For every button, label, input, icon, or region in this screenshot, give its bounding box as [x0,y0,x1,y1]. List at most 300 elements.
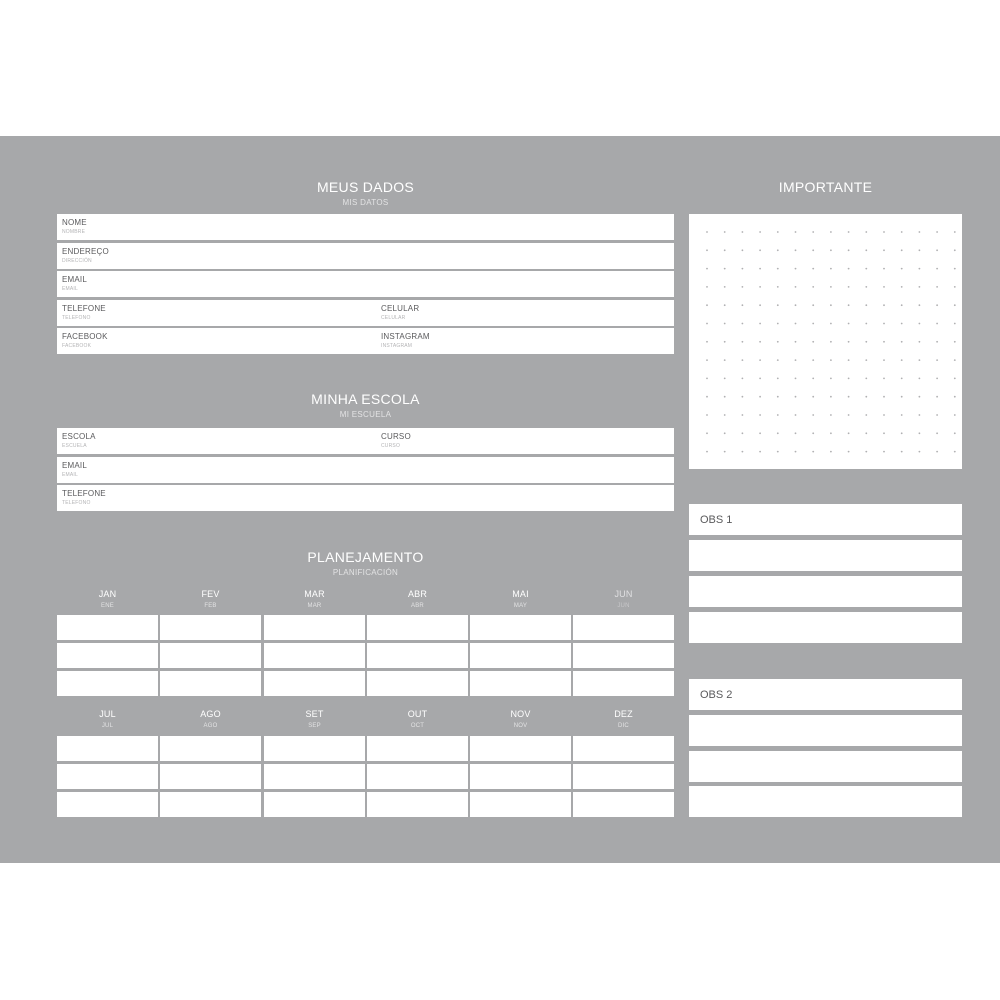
grid-dot [954,249,956,251]
grid-dot [812,323,814,325]
grid-dot [812,432,814,434]
grid-dot [724,268,726,270]
celular-label: CELULAR [381,304,420,313]
month-sublabel: JUN [617,603,630,609]
grid-dot [812,414,814,416]
grid-dot [883,249,885,251]
escola-email-field[interactable] [57,457,674,483]
grid-dot [954,378,956,380]
telefone-label: TELEFONE [62,304,106,313]
escola-sublabel: ESCUELA [62,443,87,449]
grid-dot [812,396,814,398]
grid-dot [901,396,903,398]
grid-dot [865,451,867,453]
facebook-label: FACEBOOK [62,332,108,341]
grid-dot [883,451,885,453]
grid-dot [919,414,921,416]
month-cell[interactable] [367,615,468,640]
grid-dot [901,286,903,288]
grid-dot [848,341,850,343]
month-cell[interactable] [573,764,674,789]
grid-dot [901,323,903,325]
grid-dot [883,304,885,306]
nome-label: NOME [62,218,87,227]
grid-dot [742,359,744,361]
grid-dot [724,396,726,398]
grid-dot [954,268,956,270]
month-label: DEZ [614,709,633,719]
month-label: MAI [512,589,529,599]
grid-dot [954,432,956,434]
grid-dot [812,341,814,343]
grid-dot [954,286,956,288]
grid-dot [777,268,779,270]
grid-dot [742,304,744,306]
email-field[interactable] [57,271,674,297]
grid-dot [936,359,938,361]
grid-dot [830,323,832,325]
grid-dot [883,432,885,434]
grid-dot [901,304,903,306]
grid-dot [848,323,850,325]
month-sublabel: JUL [101,723,114,729]
grid-dot [936,451,938,453]
grid-dot [919,249,921,251]
grid-dot [883,414,885,416]
meus-dados-subtitle: MIS DATOS [342,198,389,207]
month-cell[interactable] [264,736,365,761]
grid-dot [724,249,726,251]
grid-dot [706,378,708,380]
grid-dot [936,396,938,398]
escola-telefone-sublabel: TELEFONO [62,500,91,506]
grid-dot [777,396,779,398]
grid-dot [830,231,832,233]
grid-dot [742,341,744,343]
grid-dot [759,249,761,251]
grid-dot [706,323,708,325]
grid-dot [848,396,850,398]
month-sublabel: MAR [307,603,322,609]
grid-dot [848,268,850,270]
month-sublabel: AGO [203,723,218,729]
facebook-instagram-field[interactable] [57,328,674,354]
grid-dot [706,268,708,270]
grid-dot [901,249,903,251]
grid-dot [742,414,744,416]
telefone-celular-field[interactable] [57,300,674,326]
grid-dot [936,249,938,251]
month-label: ABR [407,589,428,599]
curso-sublabel: CURSO [381,443,401,449]
grid-dot [830,414,832,416]
month-cell[interactable] [57,736,158,761]
month-label: AGO [200,709,221,719]
month-sublabel: FEB [204,603,217,609]
grid-dot [865,396,867,398]
grid-dot [883,341,885,343]
grid-dot [830,396,832,398]
month-cell[interactable] [573,643,674,668]
grid-dot [812,286,814,288]
grid-dot [901,451,903,453]
grid-dot [954,304,956,306]
grid-dot [865,268,867,270]
month-cell[interactable] [367,736,468,761]
month-label: JAN [98,589,117,599]
grid-dot [777,231,779,233]
obs2-label: OBS 2 [700,689,733,701]
grid-dot [724,432,726,434]
grid-dot [865,286,867,288]
month-label: MAR [304,589,325,599]
month-cell[interactable] [573,671,674,696]
grid-dot [883,231,885,233]
nome-field[interactable] [57,214,674,240]
month-sublabel: DIC [618,723,629,729]
grid-dot [759,451,761,453]
grid-dot [759,414,761,416]
grid-dot [901,359,903,361]
grid-dot [724,231,726,233]
grid-dot [812,359,814,361]
month-cell[interactable] [57,764,158,789]
month-label: FEV [201,589,220,599]
grid-dot [936,286,938,288]
month-cell[interactable] [367,671,468,696]
grid-dot [795,341,797,343]
grid-dot [742,396,744,398]
grid-dot [812,268,814,270]
obs2-line[interactable] [689,786,962,817]
dot-grid-pattern [689,214,962,469]
grid-dot [706,396,708,398]
grid-dot [865,378,867,380]
endereco-field[interactable] [57,243,674,269]
grid-dot [883,378,885,380]
grid-dot [795,304,797,306]
month-cell[interactable] [573,736,674,761]
grid-dot [919,286,921,288]
month-sublabel: ABR [411,603,424,609]
grid-dot [919,378,921,380]
month-cell[interactable] [264,764,365,789]
month-cell[interactable] [160,671,261,696]
grid-dot [777,451,779,453]
grid-dot [759,432,761,434]
escola-label: ESCOLA [62,432,96,441]
grid-dot [724,304,726,306]
grid-dot [865,432,867,434]
grid-dot [901,432,903,434]
month-cell[interactable] [470,792,571,817]
month-cell[interactable] [57,615,158,640]
grid-dot [777,286,779,288]
grid-dot [830,378,832,380]
grid-dot [901,378,903,380]
grid-dot [812,249,814,251]
grid-dot [724,323,726,325]
grid-dot [706,231,708,233]
grid-dot [777,359,779,361]
grid-dot [742,249,744,251]
grid-dot [919,304,921,306]
month-cell[interactable] [470,671,571,696]
month-cell[interactable] [264,615,365,640]
grid-dot [936,432,938,434]
obs1-line[interactable] [689,576,962,607]
month-cell[interactable] [367,643,468,668]
month-cell[interactable] [264,643,365,668]
grid-dot [919,231,921,233]
grid-dot [759,378,761,380]
grid-dot [954,341,956,343]
grid-dot [795,286,797,288]
grid-dot [795,414,797,416]
grid-dot [795,359,797,361]
month-cell[interactable] [470,764,571,789]
escola-curso-field[interactable] [57,428,674,454]
grid-dot [936,378,938,380]
grid-dot [936,341,938,343]
grid-dot [795,249,797,251]
grid-dot [706,304,708,306]
obs1-line[interactable] [689,540,962,571]
month-sublabel: OCT [410,723,425,729]
email-sublabel: EMAIL [62,286,79,292]
grid-dot [848,231,850,233]
grid-dot [865,249,867,251]
month-cell[interactable] [470,615,571,640]
grid-dot [883,268,885,270]
grid-dot [742,378,744,380]
grid-dot [865,323,867,325]
grid-dot [759,231,761,233]
month-label: SET [305,709,324,719]
grid-dot [724,414,726,416]
grid-dot [954,451,956,453]
grid-dot [759,359,761,361]
facebook-sublabel: FACEBOOK [62,343,92,349]
grid-dot [812,304,814,306]
grid-dot [901,268,903,270]
grid-dot [706,432,708,434]
escola-telefone-label: TELEFONE [62,489,106,498]
instagram-sublabel: INSTAGRAM [381,343,413,349]
grid-dot [706,414,708,416]
grid-dot [883,323,885,325]
grid-dot [759,304,761,306]
grid-dot [883,396,885,398]
grid-dot [936,323,938,325]
grid-dot [724,286,726,288]
month-sublabel: ENE [101,603,114,609]
month-cell[interactable] [573,792,674,817]
escola-telefone-field[interactable] [57,485,674,511]
grid-dot [830,432,832,434]
grid-dot [919,323,921,325]
nome-sublabel: NOMBRE [62,229,86,235]
month-cell[interactable] [367,792,468,817]
endereco-sublabel: DIRECCIÓN [62,258,92,264]
grid-dot [848,451,850,453]
celular-sublabel: CELULAR [381,315,406,321]
grid-dot [865,304,867,306]
email-label: EMAIL [62,275,88,284]
grid-dot [919,396,921,398]
obs2-header-row[interactable] [689,679,962,710]
grid-dot [742,268,744,270]
month-cell[interactable] [470,643,571,668]
obs1-line[interactable] [689,612,962,643]
month-label: OUT [407,709,428,719]
grid-dot [865,414,867,416]
importante-dot-grid[interactable] [689,214,962,469]
grid-dot [954,414,956,416]
grid-dot [919,359,921,361]
grid-dot [954,231,956,233]
grid-dot [795,231,797,233]
month-cell[interactable] [57,792,158,817]
grid-dot [830,286,832,288]
grid-dot [901,231,903,233]
grid-dot [759,286,761,288]
grid-dot [777,304,779,306]
grid-dot [795,451,797,453]
month-cell[interactable] [470,736,571,761]
month-sublabel: SEP [308,723,321,729]
grid-dot [954,396,956,398]
grid-dot [919,341,921,343]
grid-dot [919,432,921,434]
grid-dot [724,451,726,453]
grid-dot [706,359,708,361]
grid-dot [812,451,814,453]
month-label: JUL [99,709,116,719]
grid-dot [706,341,708,343]
grid-dot [777,249,779,251]
minha-escola-title: MINHA ESCOLA [311,391,420,407]
grid-dot [795,396,797,398]
grid-dot [848,249,850,251]
grid-dot [742,231,744,233]
grid-dot [724,378,726,380]
grid-dot [865,231,867,233]
obs2-line[interactable] [689,715,962,746]
month-cell[interactable] [160,615,261,640]
grid-dot [936,268,938,270]
month-cell[interactable] [264,671,365,696]
grid-dot [830,341,832,343]
grid-dot [742,432,744,434]
grid-dot [759,323,761,325]
grid-dot [777,341,779,343]
month-cell[interactable] [57,643,158,668]
grid-dot [742,286,744,288]
month-label: JUN [614,589,633,599]
grid-dot [954,323,956,325]
grid-dot [777,414,779,416]
grid-dot [706,451,708,453]
grid-dot [936,231,938,233]
grid-dot [795,432,797,434]
grid-dot [936,414,938,416]
grid-dot [830,304,832,306]
grid-dot [706,286,708,288]
grid-dot [795,323,797,325]
minha-escola-subtitle: MI ESCUELA [339,410,392,419]
grid-dot [848,432,850,434]
grid-dot [865,341,867,343]
grid-dot [883,359,885,361]
grid-dot [724,359,726,361]
grid-dot [759,268,761,270]
grid-dot [865,359,867,361]
grid-dot [830,268,832,270]
planejamento-title: PLANEJAMENTO [307,549,424,565]
grid-dot [742,451,744,453]
month-sublabel: MAY [513,603,528,609]
grid-dot [742,323,744,325]
grid-dot [901,414,903,416]
grid-dot [901,341,903,343]
grid-dot [795,378,797,380]
grid-dot [777,323,779,325]
grid-dot [795,268,797,270]
escola-email-label: EMAIL [62,461,88,470]
grid-dot [954,359,956,361]
grid-dot [724,341,726,343]
grid-dot [706,249,708,251]
month-cell[interactable] [573,615,674,640]
obs1-label: OBS 1 [700,514,733,526]
grid-dot [848,286,850,288]
grid-dot [759,341,761,343]
grid-dot [936,304,938,306]
telefone-sublabel: TELEFONO [62,315,91,321]
month-cell[interactable] [57,671,158,696]
grid-dot [848,359,850,361]
obs2-line[interactable] [689,751,962,782]
planejamento-subtitle: PLANIFICACIÓN [332,568,399,577]
month-cell[interactable] [160,736,261,761]
grid-dot [777,432,779,434]
month-sublabel: NOV [513,723,528,729]
month-cell[interactable] [160,643,261,668]
grid-dot [848,414,850,416]
grid-dot [830,359,832,361]
grid-dot [848,378,850,380]
escola-email-sublabel: EMAIL [62,472,79,478]
month-label: NOV [510,709,531,719]
instagram-label: INSTAGRAM [381,332,430,341]
month-cell[interactable] [160,764,261,789]
meus-dados-title: MEUS DADOS [316,179,415,195]
month-cell[interactable] [264,792,365,817]
endereco-label: ENDEREÇO [62,247,109,256]
grid-dot [759,396,761,398]
grid-dot [830,451,832,453]
curso-label: CURSO [381,432,411,441]
grid-dot [919,451,921,453]
month-cell[interactable] [160,792,261,817]
obs1-header-row[interactable] [689,504,962,535]
grid-dot [777,378,779,380]
grid-dot [830,249,832,251]
month-cell[interactable] [367,764,468,789]
grid-dot [883,286,885,288]
grid-dot [812,231,814,233]
